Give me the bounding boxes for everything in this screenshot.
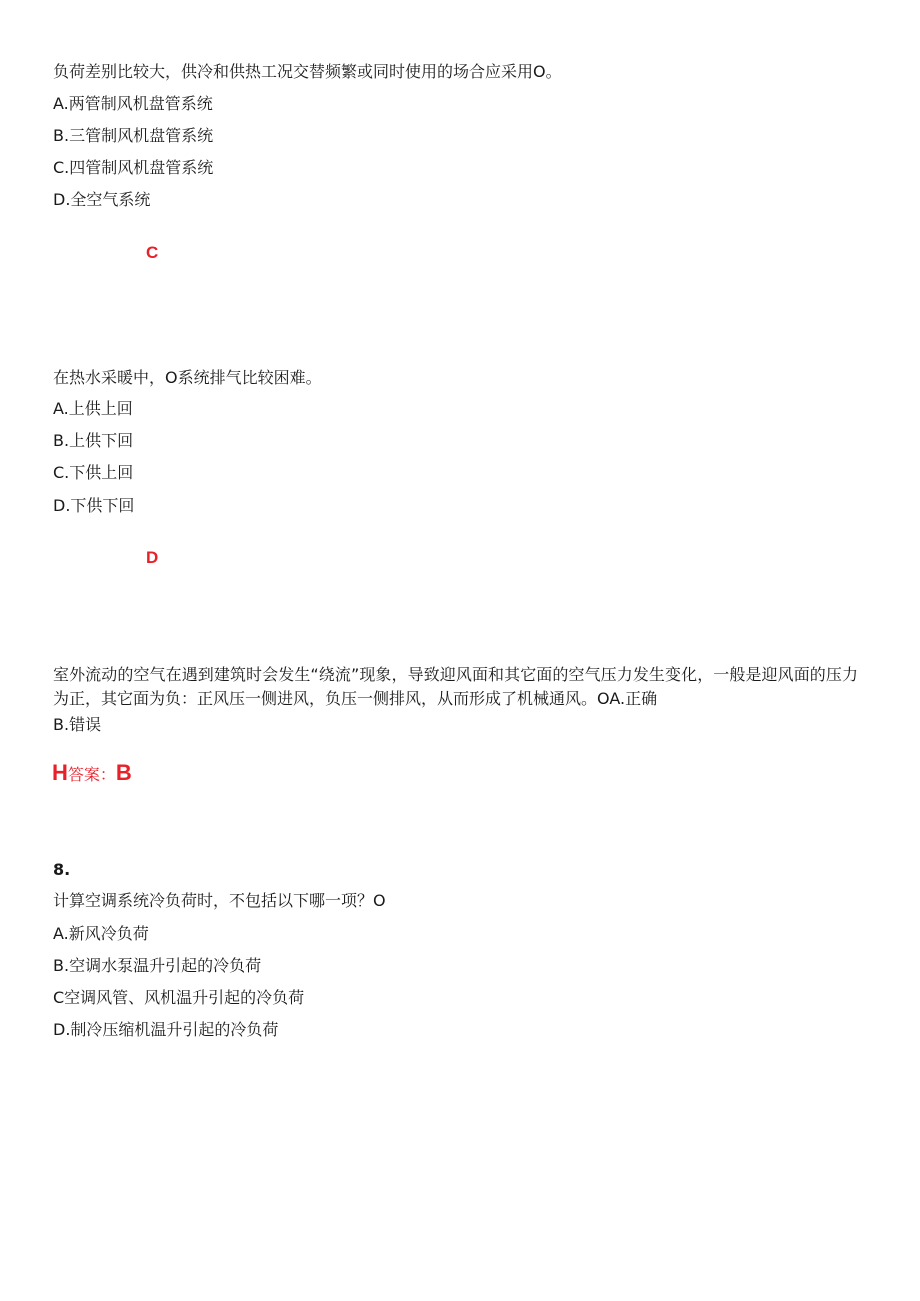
question-4-option-c: C空调风管、风机温升引起的冷负荷 bbox=[53, 988, 305, 1007]
question-1-answer: C bbox=[146, 243, 159, 262]
question-3-answer bbox=[52, 760, 132, 786]
question-4-number: 8. bbox=[53, 860, 71, 879]
question-1-stem: 负荷差别比较大，供冷和供热工况交替频繁或同时使用的场合应采用O。 bbox=[53, 62, 562, 81]
question-2-option-b: B.上供下回 bbox=[53, 431, 134, 450]
question-2-answer: D bbox=[146, 548, 159, 567]
question-1-option-d: D.全空气系统 bbox=[53, 190, 151, 209]
question-4-option-b: B.空调水泵温升引起的冷负荷 bbox=[53, 956, 262, 975]
question-4-option-d: D.制冷压缩机温升引起的冷负荷 bbox=[53, 1020, 279, 1039]
question-1-option-a: A.两管制风机盘管系统 bbox=[53, 94, 213, 113]
question-2-option-d: D.下供下回 bbox=[53, 496, 135, 515]
question-4-option-a: A.新风冷负荷 bbox=[53, 924, 149, 943]
question-4-stem: 计算空调系统冷负荷时，不包括以下哪一项？O bbox=[53, 891, 386, 910]
question-3-stem: 室外流动的空气在遇到建筑时会发生“绕流”现象，导致迎风面和其它面的空气压力发生变化，一般是迎风面的压力为正，其它面为负：正风压一侧进风，负压一侧排风，从而形成了机械通风。OA.正确 bbox=[53, 665, 858, 708]
question-1-option-c: C.四管制风机盘管系统 bbox=[53, 158, 214, 177]
question-2-option-c: C.下供上回 bbox=[53, 463, 134, 482]
answer-value: B bbox=[115, 760, 132, 785]
question-2-option-a: A.上供上回 bbox=[53, 399, 133, 418]
question-1-option-b: B.三管制风机盘管系统 bbox=[53, 126, 214, 145]
question-2-stem: 在热水采暖中，O系统排气比较困难。 bbox=[53, 368, 322, 387]
answer-label: 答案： bbox=[67, 765, 116, 784]
answer-prefix: H bbox=[52, 760, 68, 785]
question-3-option-b: B.错误 bbox=[53, 715, 102, 734]
